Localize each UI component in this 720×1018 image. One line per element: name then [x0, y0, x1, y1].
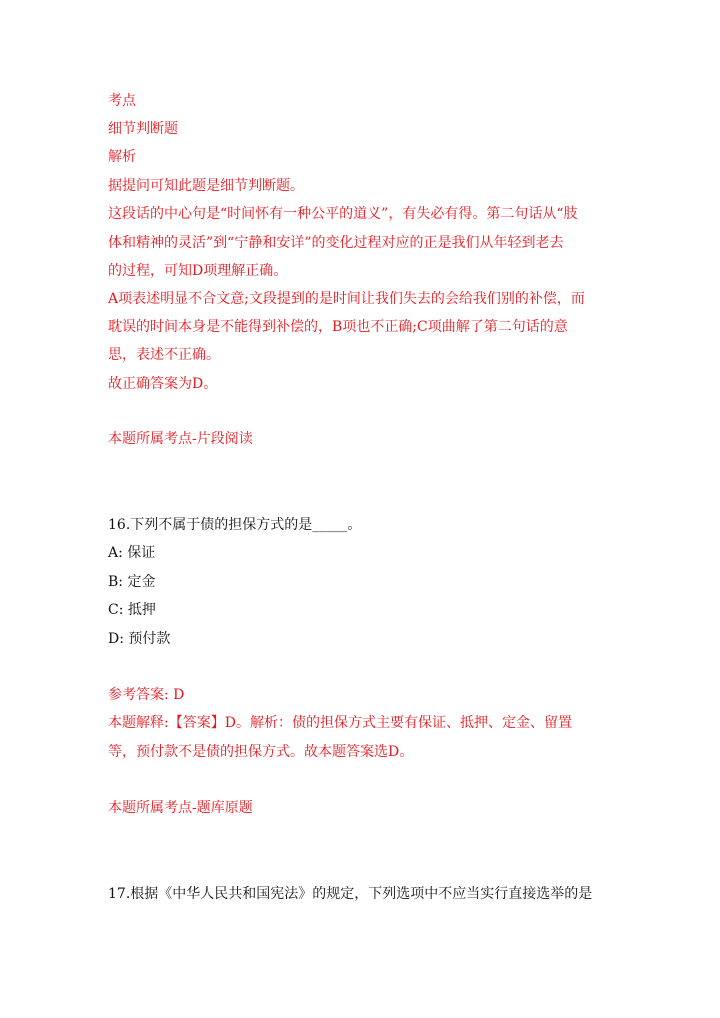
- q16-answer: 参考答案: D: [108, 687, 185, 703]
- q16-option-c: C: 抵押: [108, 602, 156, 618]
- q16-option-b: B: 定金: [108, 574, 156, 590]
- jiexi-line: A项表述明显不合文意;文段提到的是时间让我们失去的会给我们别的补偿，而: [108, 291, 585, 307]
- q17-question: 17.根据《中华人民共和国宪法》的规定，下列选项中不应当实行直接选举的是: [108, 886, 593, 902]
- q16-explain-line: 本题解释:【答案】D。解析：债的担保方式主要有保证、抵押、定金、留置: [108, 715, 572, 731]
- q16-option-a: A: 保证: [108, 545, 156, 561]
- jiexi-line: 体和精神的灵活”到“宁静和安详”的变化过程对应的正是我们从年轻到老去: [108, 235, 564, 251]
- q15-belongs: 本题所属考点-片段阅读: [108, 431, 253, 447]
- jiexi-line: 耽误的时间本身是不能得到补偿的，B项也不正确;C项曲解了第二句话的意: [108, 319, 568, 335]
- jiexi-line: 的过程，可知D项理解正确。: [108, 263, 288, 279]
- kaodian-label: 考点: [108, 93, 136, 109]
- q16-option-d: D: 预付款: [108, 631, 171, 647]
- jiexi-line: 据提问可知此题是细节判断题。: [108, 178, 304, 194]
- q16-question: 16.下列不属于债的担保方式的是_____。: [108, 517, 362, 533]
- jiexi-label: 解析: [108, 149, 136, 165]
- jiexi-line: 思，表述不正确。: [108, 347, 220, 363]
- jiexi-line: 故正确答案为D。: [108, 376, 218, 392]
- q16-explain-line: 等，预付款不是债的担保方式。故本题答案选D。: [108, 744, 414, 760]
- q16-belongs: 本题所属考点-题库原题: [108, 800, 253, 816]
- jiexi-line: 这段话的中心句是“时间怀有一种公平的道义”，有失必有得。第二句话从“肢: [108, 206, 578, 222]
- kaodian-value: 细节判断题: [108, 121, 178, 137]
